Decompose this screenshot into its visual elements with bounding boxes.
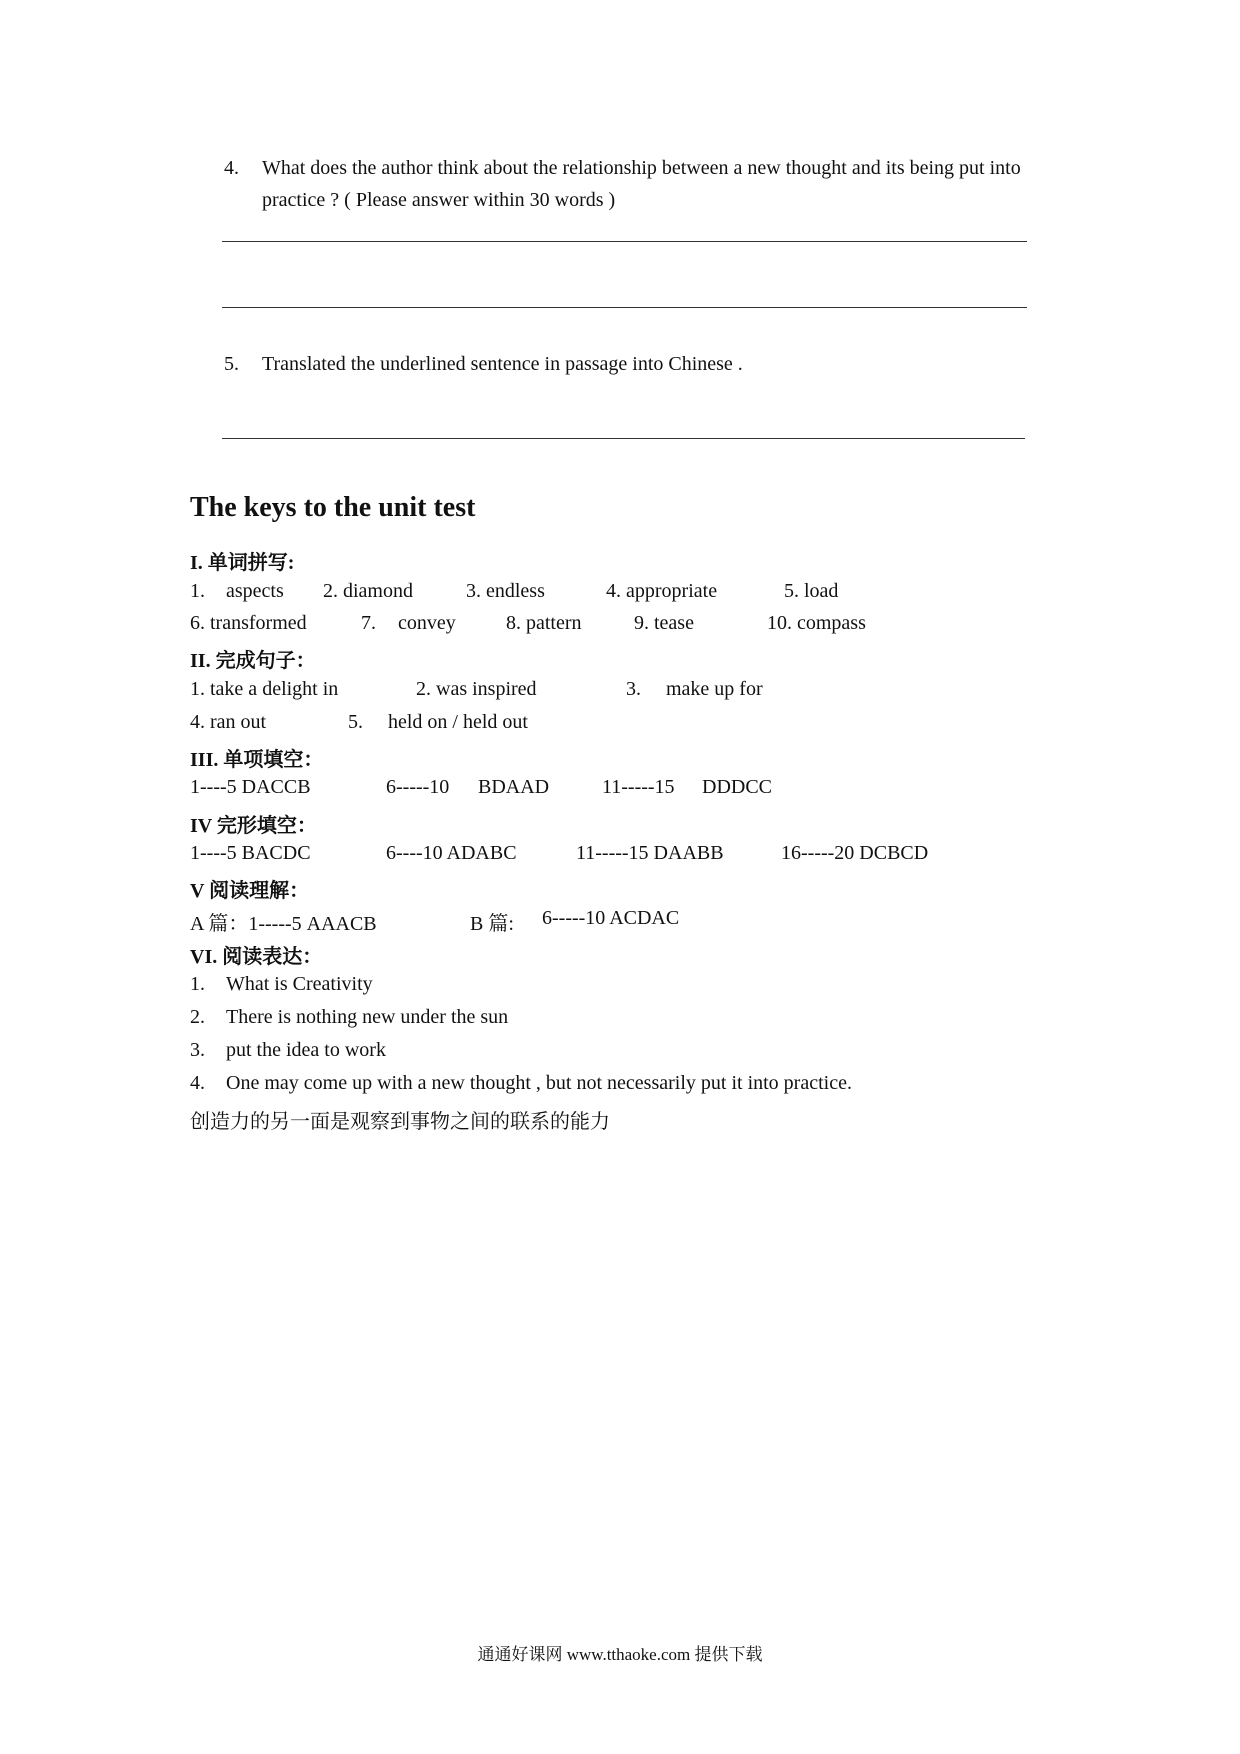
- key-item: B 篇:: [470, 913, 514, 935]
- key-item: 6-----10: [386, 776, 450, 798]
- section-heading-1: I. 单词拼写:: [190, 552, 295, 574]
- key-item: 1. take a delight in: [190, 678, 339, 700]
- list-item-text: There is nothing new under the sun: [226, 1006, 509, 1028]
- question-5-text: Translated the underlined sentence in passage into Chinese .: [262, 353, 743, 375]
- list-item-text: One may come up with a new thought , but not necessarily put it into practice.: [226, 1072, 852, 1094]
- section-heading-6: VI. 阅读表达：: [190, 946, 323, 968]
- list-item-number: 4.: [190, 1072, 205, 1094]
- key-item: 1----5 BACDC: [190, 842, 311, 864]
- key-item: 5. load: [784, 580, 839, 602]
- answer-line: [222, 307, 1027, 308]
- key-item: 4. ran out: [190, 711, 267, 733]
- key-item: 16-----20 DCBCD: [781, 842, 929, 864]
- section-heading-3: III. 单项填空：: [190, 749, 324, 771]
- key-item: DDDCC: [702, 776, 773, 798]
- key-item: aspects: [226, 580, 284, 602]
- key-item: 2. was inspired: [416, 678, 537, 700]
- section-heading-4: IV 完形填空：: [190, 815, 317, 837]
- key-item: 6-----10 ACDAC: [542, 907, 680, 929]
- key-item: make up for: [666, 678, 763, 700]
- keys-title: The keys to the unit test: [190, 492, 476, 523]
- list-item-text: What is Creativity: [226, 973, 373, 995]
- list-item-text: put the idea to work: [226, 1039, 386, 1061]
- question-4-text: What does the author think about the relationship between a new thought and its being put into practice ? ( Please answer within 30 words ): [262, 157, 1021, 211]
- key-item: convey: [398, 612, 456, 634]
- question-5-number: 5.: [224, 353, 239, 375]
- section-heading-5: V 阅读理解：: [190, 880, 310, 902]
- key-item: 2. diamond: [323, 580, 413, 602]
- key-item: 10. compass: [767, 612, 866, 634]
- key-item: 1.: [190, 580, 205, 602]
- key-item: 9. tease: [634, 612, 694, 634]
- key-item: 11-----15: [602, 776, 675, 798]
- chinese-translation: 创造力的另一面是观察到事物之间的联系的能力: [190, 1111, 610, 1133]
- key-item: 7.: [361, 612, 376, 634]
- key-item: 3. endless: [466, 580, 545, 602]
- key-item: 11-----15 DAABB: [576, 842, 724, 864]
- key-item: 6. transformed: [190, 612, 307, 634]
- key-item: BDAAD: [478, 776, 550, 798]
- answer-line: [222, 241, 1027, 242]
- list-item-number: 3.: [190, 1039, 205, 1061]
- list-item-number: 1.: [190, 973, 205, 995]
- key-item: held on / held out: [388, 711, 528, 733]
- section-heading-2: II. 完成句子：: [190, 650, 316, 672]
- key-item: 3.: [626, 678, 641, 700]
- question-4-number: 4.: [224, 157, 239, 179]
- key-item: 6----10 ADABC: [386, 842, 517, 864]
- list-item-number: 2.: [190, 1006, 205, 1028]
- answer-line: [222, 438, 1025, 439]
- key-item: A 篇：1-----5 AAACB: [190, 913, 377, 935]
- key-item: 1----5 DACCB: [190, 776, 311, 798]
- page-footer: 通通好课网 www.tthaoke.com 提供下载: [477, 1645, 763, 1664]
- key-item: 4. appropriate: [606, 580, 718, 602]
- key-item: 5.: [348, 711, 363, 733]
- key-item: 8. pattern: [506, 612, 582, 634]
